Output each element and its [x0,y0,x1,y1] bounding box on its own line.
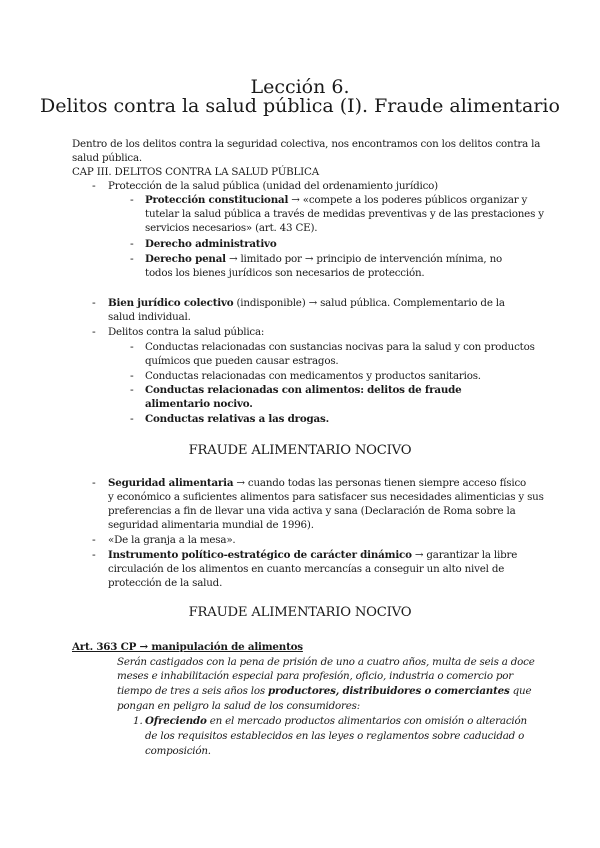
article-text-line: meses e inhabilitación especial para profesión, oficio, industria o comercio por [117,670,514,682]
bold-term: Protección constitucional [145,194,289,206]
article-text-line [117,684,531,698]
bold-term: productores, distribuidores o comerciantes [268,685,510,697]
text-line: circulación de los alimentos en cuanto mercancías a conseguir un alto nivel de [108,563,505,575]
bold-term: Bien jurídico colectivo [108,297,234,309]
lesson-subtitle: Delitos contra la salud pública (I). Fraude alimentario [40,95,560,117]
sub-item-drugs: Conductas relativas a las drogas. [145,413,329,425]
list-item-instrument [108,548,517,562]
article-text-line: Serán castigados con la pena de prisión de uno a cuatro años, multa de seis a doce [117,656,535,668]
bold-term: Seguridad alimentaria [108,477,234,489]
section-heading: FRAUDE ALIMENTARIO NOCIVO [188,443,412,458]
bullet-dash: - [92,533,96,546]
list-item: Protección de la salud pública (unidad del ordenamiento jurídico) [108,180,438,192]
text-run: → garantizar la libre [411,549,518,561]
list-item: «De la granja a la mesa». [108,534,236,546]
text-line: químicos que pueden causar estragos. [145,355,339,367]
list-item: Delitos contra la salud pública: [108,326,265,338]
bullet-dash: - [130,412,134,425]
text-run: → cuando todas las personas tienen siempre acceso físico [233,477,527,489]
bold-term: Derecho penal [145,253,226,265]
sub-item: Conductas relacionadas con medicamentos y productos sanitarios. [145,370,481,382]
text-line: y económico a suficientes alimentos para satisfacer sus necesidades alimenticias y sus [108,491,544,503]
section-heading: FRAUDE ALIMENTARIO NOCIVO [188,605,412,620]
text-run: tiempo de tres a seis años los [117,685,269,697]
text-line: alimentario nocivo. [145,398,253,410]
sub-item: Conductas relacionadas con sustancias nocivas para la salud y con productos [145,341,535,353]
text-line: composición. [145,745,211,757]
list-item-legal-good [108,296,505,310]
sub-item-administrative: Derecho administrativo [145,238,277,250]
lesson-title: Lección 6. [250,76,350,98]
text-line: servicios necesarios» (art. 43 CE). [145,222,318,234]
bullet-dash: - [130,237,134,250]
text-line: de los requisitos establecidos en las leyes o reglamentos sobre caducidad o [145,730,525,742]
chapter-heading: CAP III. DELITOS CONTRA LA SALUD PÚBLICA [72,166,319,178]
text-line: protección de la salud. [108,577,223,589]
text-run: en el mercado productos alimentarios con omisión o alteración [206,715,527,727]
text-run: (indisponible) → salud pública. Complementario de la [233,297,505,309]
sub-item-food: Conductas relacionadas con alimentos: delitos de fraude [145,384,462,396]
bullet-dash: - [92,548,96,561]
bold-term: Instrumento político-estratégico de carácter dinámico [108,549,412,561]
bullet-dash: - [130,369,134,382]
text-run: que [509,685,532,697]
intro-line-2: salud pública. [72,152,142,164]
text-run: → «compete a los poderes públicos organizar y [288,194,528,206]
bold-term: Ofreciendo [145,715,207,727]
text-line: preferencias a fin de llevar una vida activa y sana (Declaración de Roma sobre la [108,505,516,517]
text-line: todos los bienes jurídicos son necesarios de protección. [145,267,425,279]
bullet-dash: - [92,325,96,338]
intro-line-1: Dentro de los delitos contra la seguridad colectiva, nos encontramos con los delitos contra la [72,138,541,150]
bullet-dash: - [130,252,134,265]
bullet-dash: - [130,340,134,353]
bullet-dash: - [92,476,96,489]
bullet-dash: - [92,296,96,309]
list-number: 1. [133,715,143,727]
list-item-food-security [108,476,526,490]
sub-item-constitutional [145,193,527,207]
article-text-line: pongan en peligro la salud de los consumidores: [117,700,360,712]
text-line: seguridad alimentaria mundial de 1996). [108,519,314,531]
numbered-item [145,714,527,728]
text-run: → limitado por → principio de intervención mínima, no [225,253,502,265]
text-line: salud individual. [108,311,191,323]
bullet-dash: - [130,193,134,206]
text-line: tutelar la salud pública a través de medidas preventivas y de las prestaciones y [145,208,544,220]
bullet-dash: - [130,383,134,396]
bullet-dash: - [92,179,96,192]
article-heading: Art. 363 CP → manipulación de alimentos [72,641,303,653]
sub-item-penal [145,252,502,266]
